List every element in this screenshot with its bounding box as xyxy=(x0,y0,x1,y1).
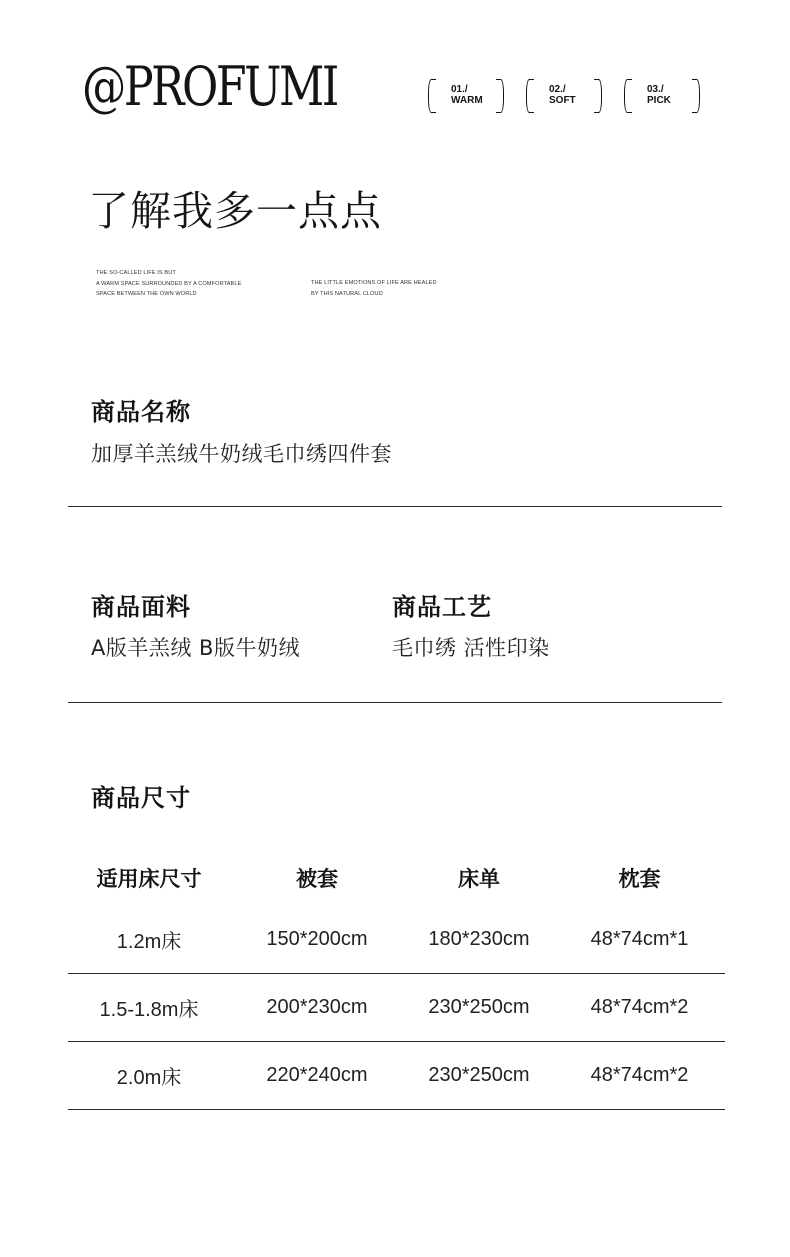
nav-item-warm[interactable] xyxy=(428,78,504,112)
divider xyxy=(68,506,722,507)
table-header-cell: 床单 xyxy=(458,867,500,891)
table-cell: 230*250cm xyxy=(428,996,530,1018)
nav-num: 03./ xyxy=(647,84,664,95)
material-value: A版羊羔绒 B版牛奶绒 xyxy=(91,636,300,660)
table-header-row xyxy=(68,850,725,906)
header-nav xyxy=(428,78,700,112)
table-header-cell: 被套 xyxy=(296,867,338,891)
tagline-line: SPACE BETWEEN THE OWN WORLD xyxy=(96,291,197,297)
tagline-line: THE SO-CALLED LIFE IS BUT xyxy=(96,270,176,276)
tagline-line: THE LITTLE EMOTIONS OF LIFE ARE HEALED xyxy=(311,280,437,286)
nav-num: 01./ xyxy=(451,84,468,95)
nav-label: PICK xyxy=(647,95,671,106)
table-cell: 1.2m床 xyxy=(116,931,182,953)
table-cell: 220*240cm xyxy=(266,1064,368,1086)
table-cell: 150*200cm xyxy=(266,928,368,950)
product-name-label: 商品名称 xyxy=(91,398,191,426)
brand-logo: @PROFUMI xyxy=(82,55,337,118)
table-cell: 200*230cm xyxy=(266,996,368,1018)
tagline-line: BY THIS NATURAL CLOUD xyxy=(311,290,383,297)
craft-label: 商品工艺 xyxy=(392,593,492,621)
nav-label: WARM xyxy=(451,95,483,106)
table-cell: 180*230cm xyxy=(428,928,530,950)
table-cell: 230*250cm xyxy=(428,1064,530,1086)
table-row xyxy=(68,974,725,1042)
tagline-right xyxy=(311,278,437,299)
table-cell: 1.5-1.8m床 xyxy=(99,999,199,1021)
table-header-cell: 适用床尺寸 xyxy=(96,867,202,891)
table-header-cell: 枕套 xyxy=(618,867,661,891)
divider xyxy=(68,702,722,703)
table-row xyxy=(68,906,725,974)
tagline-line: A WARM SPACE SURROUNDED BY A COMFORTABLE xyxy=(96,280,242,287)
material-label: 商品面料 xyxy=(91,593,191,621)
table-cell: 48*74cm*2 xyxy=(590,1064,689,1086)
tagline-left xyxy=(96,268,241,300)
product-name-value: 加厚羊羔绒牛奶绒毛巾绣四件套 xyxy=(91,442,392,466)
craft-value: 毛巾绣 活性印染 xyxy=(392,636,550,660)
table-cell: 48*74cm*2 xyxy=(590,996,689,1018)
nav-item-soft[interactable] xyxy=(526,78,602,112)
size-label: 商品尺寸 xyxy=(91,784,191,812)
size-table xyxy=(68,850,725,1110)
nav-num: 02./ xyxy=(549,84,566,95)
nav-item-pick[interactable] xyxy=(624,78,700,112)
hero-title: 了解我多一点点 xyxy=(88,187,382,235)
table-cell: 48*74cm*1 xyxy=(590,928,689,950)
table-row xyxy=(68,1042,725,1110)
nav-label: SOFT xyxy=(549,95,576,106)
table-cell: 2.0m床 xyxy=(116,1067,182,1089)
